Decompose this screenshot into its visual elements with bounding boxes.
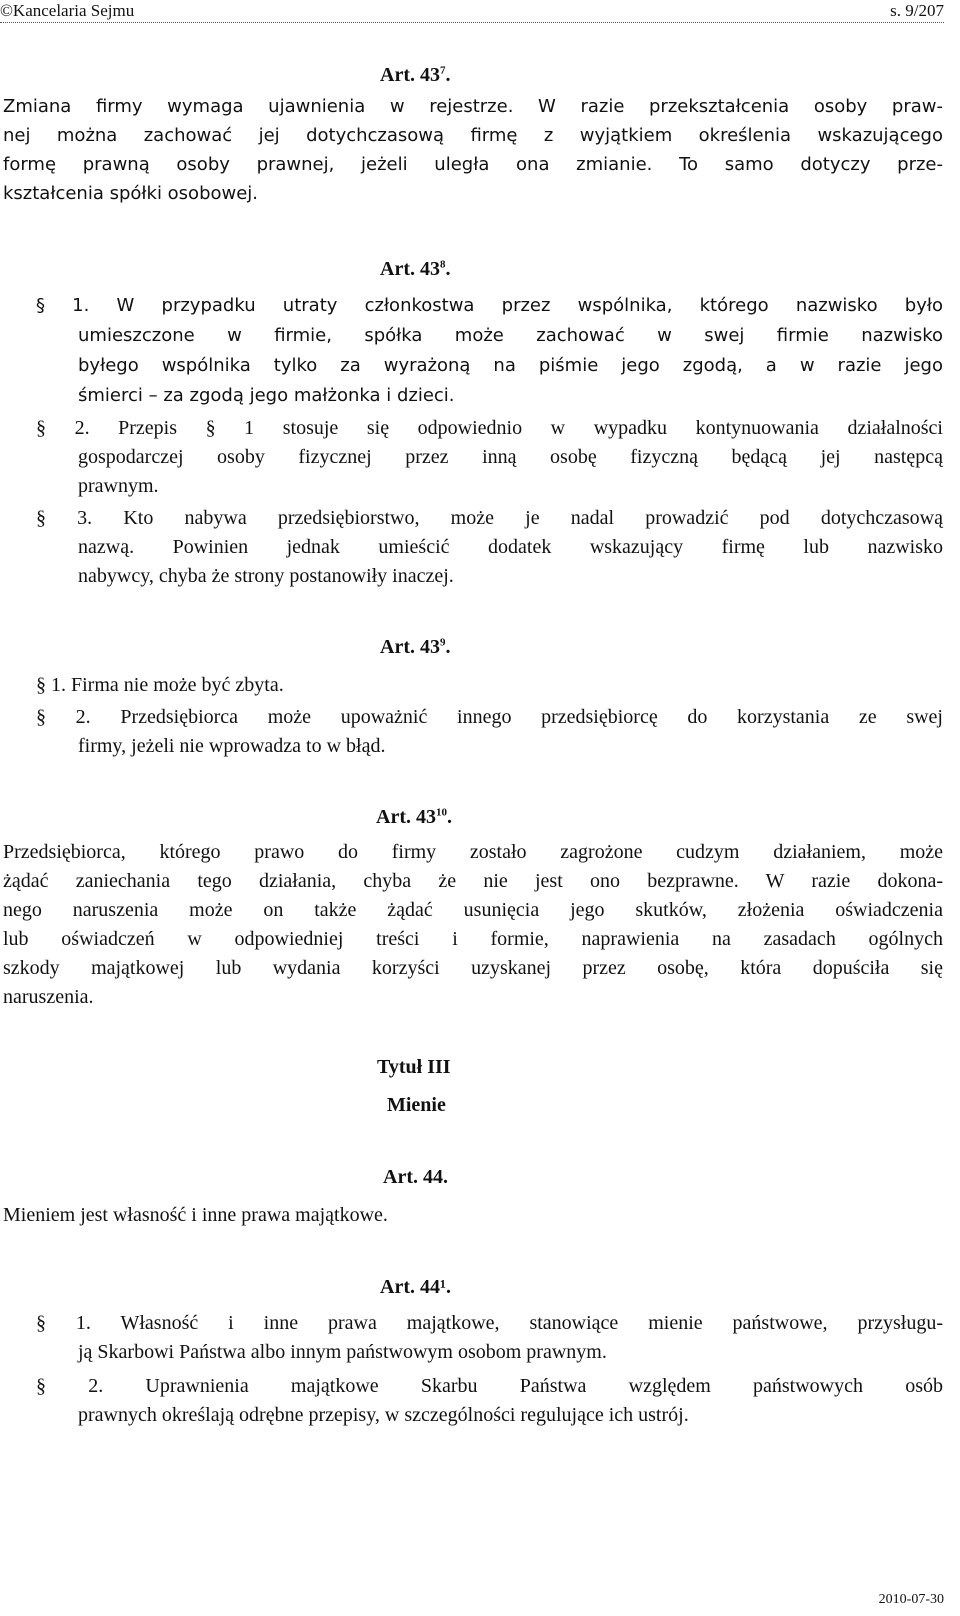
- page-header: [0, 0, 960, 23]
- article-heading-43-9: Art. $43^9$.: [380, 636, 451, 658]
- header-copyright: ©Kancelaria Sejmu: [0, 1, 135, 20]
- article-heading-43-7: Art. $43^7$.: [380, 64, 451, 86]
- footer-date: 2010-07-30: [878, 1592, 944, 1607]
- paragraph-2-line: prawnych określają odrębne przepisy, w szczególności regulujące ich ustrój.: [78, 1404, 689, 1426]
- text-line: szkody majątkowej lub wydania korzyści uzyskanej przez osobę, która dopuściła się: [3, 957, 943, 979]
- title-name: Mienie: [387, 1094, 446, 1116]
- paragraph-3-line: nazwą. Powinien jednak umieścić dodatek wskazujący firmę lub nazwisko: [78, 536, 943, 558]
- paragraph-1-line: § 1. W przypadku utraty członkostwa przez wspólnika, którego nazwisko było: [36, 295, 943, 316]
- paragraph-2-line: § 2. Przedsiębiorca może upoważnić innego przedsiębiorcę do korzystania ze swej: [36, 706, 943, 728]
- paragraph-1-line: byłego wspólnika tylko za wyrażoną na piśmie jego zgodą, a w razie jego: [78, 355, 943, 376]
- paragraph-3-line: § 3. Kto nabywa przedsiębiorstwo, może je nadal prowadzić pod dotychczasową: [36, 507, 943, 529]
- text-line: kształcenia spółki osobowej.: [3, 183, 259, 204]
- text-line: lub oświadczeń w odpowiedniej treści i formie, naprawienia na zasadach ogólnych: [3, 928, 943, 950]
- text-line: Mieniem jest własność i inne prawa majątkowe.: [3, 1204, 388, 1226]
- text-line: nego naruszenia może on także żądać usunięcia jego skutków, złożenia oświadczenia: [3, 899, 943, 921]
- paragraph-2-line: firmy, jeżeli nie wprowadza to w błąd.: [78, 735, 386, 757]
- paragraph-2-line: prawnym.: [78, 475, 159, 497]
- header-page-number: s. 9/207: [890, 1, 944, 20]
- article-heading-43-10: Art. $43^{10}$.: [376, 806, 452, 828]
- paragraph-2-line: § 2. Uprawnienia majątkowe Skarbu Państwa względem państwowych osób: [36, 1375, 943, 1397]
- paragraph-1-line: ją Skarbowi Państwa albo innym państwowym osobom prawnym.: [78, 1341, 607, 1363]
- title-number: Tytuł III: [377, 1056, 451, 1078]
- article-heading-43-8: Art. $43^8$.: [380, 258, 451, 280]
- paragraph-2-line: § 2. Przepis § 1 stosuje się odpowiednio w wypadku kontynuowania działalności: [36, 417, 943, 439]
- article-heading-44: Art. 44.: [383, 1166, 448, 1188]
- paragraph-1: § 1. Firma nie może być zbyta.: [36, 674, 284, 696]
- text-line: formę prawną osoby prawnej, jeżeli uległa ona zmianie. To samo dotyczy prze-: [3, 154, 943, 175]
- paragraph-1-line: umieszczone w firmie, spółka może zachować w swej firmie nazwisko: [78, 325, 943, 346]
- text-line: Przedsiębiorca, którego prawo do firmy zostało zagrożone cudzym działaniem, może: [3, 841, 943, 863]
- text-line: naruszenia.: [3, 986, 94, 1008]
- text-line: żądać zaniechania tego działania, chyba że nie jest ono bezprawne. W razie dokona-: [3, 870, 943, 892]
- paragraph-3-line: nabywcy, chyba że strony postanowiły inaczej.: [78, 565, 454, 587]
- paragraph-2-line: gospodarczej osoby fizycznej przez inną osobę fizyczną będącą jej następcą: [78, 446, 943, 468]
- header-rule: [0, 22, 944, 23]
- text-line: Zmiana firmy wymaga ujawnienia w rejestrze. W razie przekształcenia osoby praw-: [3, 96, 943, 117]
- text-line: nej można zachować jej dotychczasową firmę z wyjątkiem określenia wskazującego: [3, 125, 943, 146]
- paragraph-1-line: § 1. Własność i inne prawa majątkowe, stanowiące mienie państwowe, przysługu-: [36, 1312, 943, 1334]
- article-heading-44-1: Art. 44¹.: [380, 1276, 451, 1298]
- paragraph-1-line: śmierci – za zgodą jego małżonka i dzieci.: [78, 385, 455, 406]
